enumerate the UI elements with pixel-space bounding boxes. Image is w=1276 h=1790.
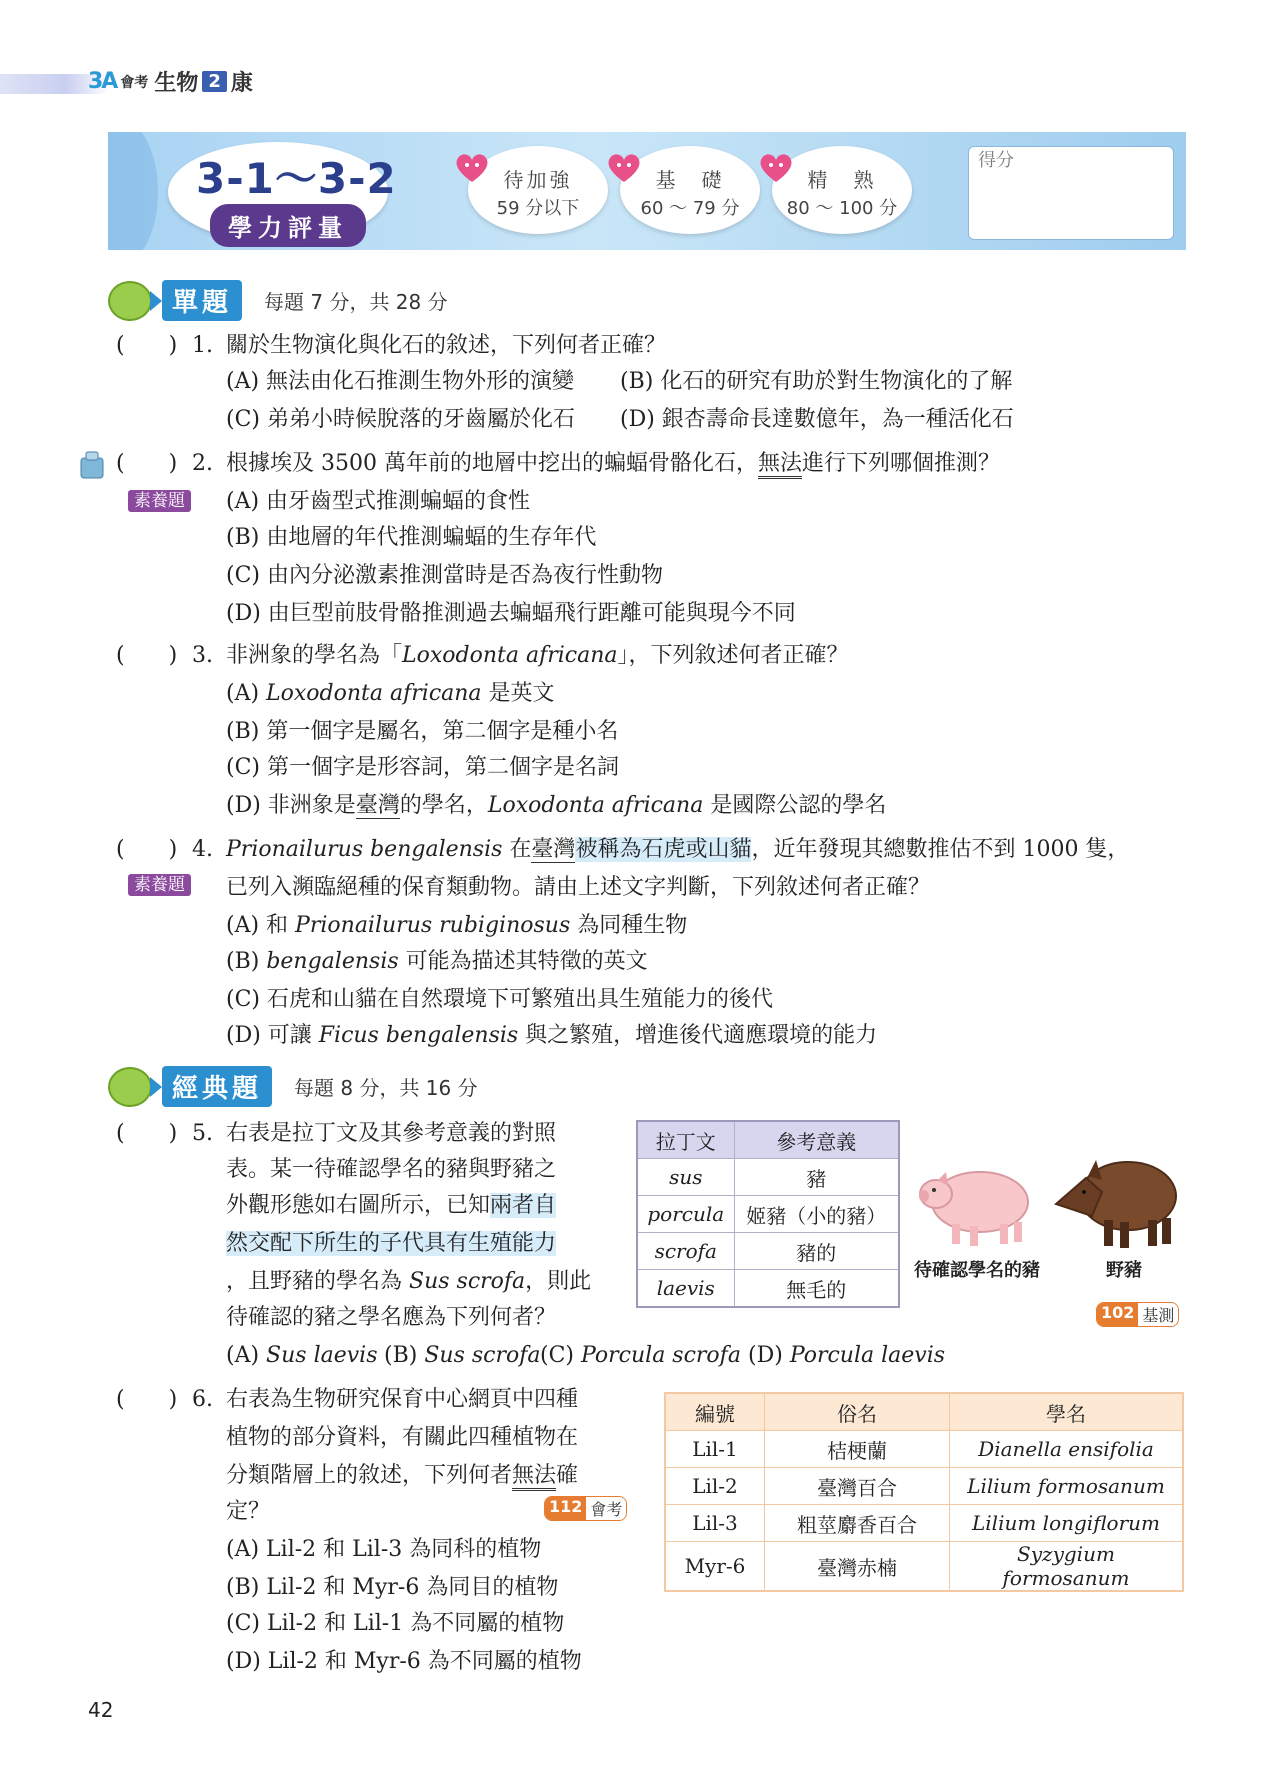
question-number: 6. [192, 1387, 213, 1412]
wild-boar-illustration [1052, 1140, 1184, 1256]
logo-sub: 會考 [120, 74, 149, 91]
table-row [637, 1159, 899, 1196]
section-range: 3-1～3-2 [196, 154, 397, 203]
option-d[interactable]: (D) 非洲象是臺灣的學名，Loxodonta africana 是國際公認的學名 [226, 793, 887, 818]
pig-caption: 待確認學名的豬 [914, 1260, 1040, 1281]
heart-icon [606, 152, 642, 184]
level-range: 80 ～ 100 分 [786, 198, 898, 219]
latin-word: laevis [637, 1270, 734, 1308]
option-d[interactable]: (D) Lil-2 和 Myr-6 為不同屬的植物 [226, 1649, 582, 1674]
question-stem-cont: 待確認的豬之學名應為下列何者？ [226, 1305, 557, 1330]
exam-year: 102 [1097, 1303, 1138, 1326]
plant-id: Lil-2 [665, 1468, 765, 1505]
level-name: 待加強 [503, 168, 573, 192]
plant-id: Myr-6 [665, 1542, 765, 1592]
answer-blank[interactable]: ( ) [116, 333, 178, 358]
exam-year: 112 [545, 1497, 586, 1520]
latin-meaning: 無毛的 [734, 1270, 899, 1308]
pig-illustration [916, 1150, 1040, 1254]
option-d[interactable]: (D) 銀杏壽命長達數億年，為一種活化石 [620, 407, 1014, 432]
option-a[interactable]: (A) Loxodonta africana 是英文 [226, 681, 555, 706]
note-icon [78, 450, 106, 480]
plant-common-name: 臺灣百合 [765, 1468, 950, 1505]
latin-meaning: 豬的 [734, 1233, 899, 1270]
book-publisher: 康 [230, 71, 253, 96]
option-c[interactable]: (C) 由內分泌激素推測當時是否為夜行性動物 [226, 563, 663, 588]
table-row [637, 1196, 899, 1233]
exam-source-tag [544, 1496, 627, 1521]
option-a[interactable]: (A) Lil-2 和 Lil-3 為同科的植物 [226, 1537, 542, 1562]
latin-word: scrofa [637, 1233, 734, 1270]
option-d[interactable]: (D) 由巨型前肢骨骼推測過去蝙蝠飛行距離可能與現今不同 [226, 601, 796, 626]
section-tag: 單題 [162, 280, 242, 321]
exam-name: 基測 [1138, 1303, 1178, 1326]
option-c[interactable]: (C) Lil-2 和 Lil-1 為不同屬的植物 [226, 1611, 565, 1636]
section-single-questions [108, 280, 448, 321]
literacy-badge [128, 870, 191, 895]
plant-common-name: 粗莖麝香百合 [765, 1505, 950, 1542]
answer-blank[interactable]: ( ) [116, 1121, 178, 1146]
question-stem: Prionailurus bengalensis 在臺灣被稱為石虎或山貓，近年發現其總數推估不到 1000 隻， [226, 837, 1130, 862]
option-b[interactable]: (B) Sus scrofa [384, 1343, 541, 1368]
level-range: 60 ～ 79 分 [640, 198, 740, 219]
badge-label: 素養題 [128, 874, 191, 896]
plant-common-name: 臺灣赤楠 [765, 1542, 950, 1592]
arrow-icon [150, 1077, 162, 1097]
answer-blank[interactable]: ( ) [116, 1387, 178, 1412]
plant-scientific-name: Syzygium formosanum [950, 1542, 1184, 1592]
option-a[interactable]: (A) 由牙齒型式推測蝙蝠的食性 [226, 489, 531, 514]
plant-common-name: 桔梗蘭 [765, 1431, 950, 1468]
option-c[interactable]: (C) 石虎和山貓在自然環境下可繁殖出具生殖能力的後代 [226, 987, 773, 1012]
table-header: 編號 [665, 1393, 765, 1431]
plant-scientific-name: Lilium formosanum [950, 1468, 1184, 1505]
option-b[interactable]: (B) 第一個字是屬名，第二個字是種小名 [226, 719, 619, 744]
question-stem: 關於生物演化與化石的敘述，下列何者正確？ [226, 333, 667, 358]
question-stem: 右表為生物研究保育中心網頁中四種 [226, 1387, 579, 1412]
table-header: 俗名 [765, 1393, 950, 1431]
option-d[interactable]: (D) Porcula laevis [748, 1343, 946, 1368]
exam-source-tag [1096, 1302, 1179, 1327]
latin-word: porcula [637, 1196, 734, 1233]
table-header: 參考意義 [734, 1121, 899, 1159]
section-tag: 經典題 [162, 1066, 272, 1107]
book-subject: 生物 [154, 71, 199, 96]
heart-icon [758, 152, 794, 184]
section-score-note: 每題 8 分，共 16 分 [294, 1076, 478, 1100]
table-header: 拉丁文 [637, 1121, 734, 1159]
section-score-note: 每題 7 分，共 28 分 [264, 290, 448, 314]
table-row [665, 1468, 1183, 1505]
assessment-banner [108, 132, 1186, 250]
option-b[interactable]: (B) bengalensis 可能為描述其特徵的英文 [226, 949, 648, 974]
latin-reference-table [636, 1120, 900, 1308]
book-volume: 2 [202, 71, 227, 92]
option-b[interactable]: (B) Lil-2 和 Myr-6 為同目的植物 [226, 1575, 559, 1600]
table-row [665, 1505, 1183, 1542]
table-header: 學名 [950, 1393, 1184, 1431]
question-stem-cont: 分類階層上的敘述，下列何者無法確 [226, 1460, 578, 1492]
table-row [637, 1233, 899, 1270]
plant-data-table [664, 1392, 1184, 1592]
section-classic-questions [108, 1066, 478, 1107]
option-c[interactable]: (C) Porcula scrofa [540, 1343, 741, 1368]
question-stem-cont: 外觀形態如右圖所示，已知兩者自 [226, 1193, 557, 1218]
question-number: 4. [192, 837, 213, 862]
question-number: 3. [192, 643, 213, 668]
header-logo [88, 66, 253, 97]
plant-scientific-name: Lilium longiflorum [950, 1505, 1184, 1542]
question-stem-cont: 表。某一待確認學名的豬與野豬之 [226, 1157, 557, 1182]
score-label: 得分 [978, 150, 1014, 171]
question-stem-cont: 定？ [226, 1499, 271, 1524]
level-name: 精 熟 [807, 168, 877, 192]
badge-label: 素養題 [128, 490, 191, 512]
logo-mark: 3A [88, 69, 117, 94]
question-number: 2. [192, 451, 213, 476]
question-stem: 非洲象的學名為「Loxodonta africana」，下列敘述何者正確？ [226, 643, 849, 668]
option-b[interactable]: (B) 化石的研究有助於對生物演化的了解 [620, 369, 1013, 394]
banner-decoration [108, 132, 158, 250]
option-a[interactable]: (A) 和 Prionailurus rubiginosus 為同種生物 [226, 913, 688, 938]
exam-name: 會考 [586, 1497, 626, 1520]
option-a[interactable]: (A) Sus laevis [226, 1343, 378, 1368]
plant-id: Lil-1 [665, 1431, 765, 1468]
latin-meaning: 豬 [734, 1159, 899, 1196]
level-range: 59 分以下 [496, 198, 580, 219]
option-d[interactable]: (D) 可讓 Ficus bengalensis 與之繁殖，增進後代適應環境的能力 [226, 1023, 878, 1048]
plant-scientific-name: Dianella ensifolia [950, 1431, 1184, 1468]
question-stem-cont: ，且野豬的學名為 Sus scrofa，則此 [226, 1269, 592, 1294]
question-stem-cont: 植物的部分資料，有關此四種植物在 [226, 1425, 579, 1450]
answer-blank[interactable]: ( ) [116, 643, 178, 668]
table-row [665, 1431, 1183, 1468]
mascot-icon [108, 1067, 152, 1107]
option-c[interactable]: (C) 弟弟小時候脫落的牙齒屬於化石 [226, 407, 575, 432]
question-stem-cont: 然交配下所生的子代具有生殖能力 [226, 1231, 557, 1256]
question-stem-cont: 已列入瀕臨絕種的保育類動物。請由上述文字判斷，下列敘述何者正確？ [226, 875, 931, 900]
literacy-badge [128, 486, 191, 511]
boar-caption: 野豬 [1106, 1260, 1142, 1281]
page-number: 42 [88, 1698, 114, 1722]
answer-blank[interactable]: ( ) [116, 451, 178, 476]
table-row [665, 1542, 1183, 1592]
option-c[interactable]: (C) 第一個字是形容詞，第二個字是名詞 [226, 755, 619, 780]
answer-blank[interactable]: ( ) [116, 837, 178, 862]
level-name: 基 礎 [655, 168, 725, 192]
mascot-icon [108, 281, 152, 321]
table-row [637, 1270, 899, 1308]
latin-meaning: 姬豬（小的豬） [734, 1196, 899, 1233]
question-number: 5. [192, 1121, 213, 1146]
option-b[interactable]: (B) 由地層的年代推測蝙蝠的生存年代 [226, 525, 597, 550]
latin-word: sus [637, 1159, 734, 1196]
plant-id: Lil-3 [665, 1505, 765, 1542]
heart-icon [454, 152, 490, 184]
option-a[interactable]: (A) 無法由化石推測生物外形的演變 [226, 369, 575, 394]
question-stem: 右表是拉丁文及其參考意義的對照 [226, 1121, 557, 1146]
arrow-icon [150, 291, 162, 311]
question-number: 1. [192, 333, 213, 358]
section-label: 學力評量 [210, 204, 366, 247]
question-stem: 根據埃及 3500 萬年前的地層中挖出的蝙蝠骨骼化石，無法進行下列哪個推測？ [226, 448, 1000, 480]
